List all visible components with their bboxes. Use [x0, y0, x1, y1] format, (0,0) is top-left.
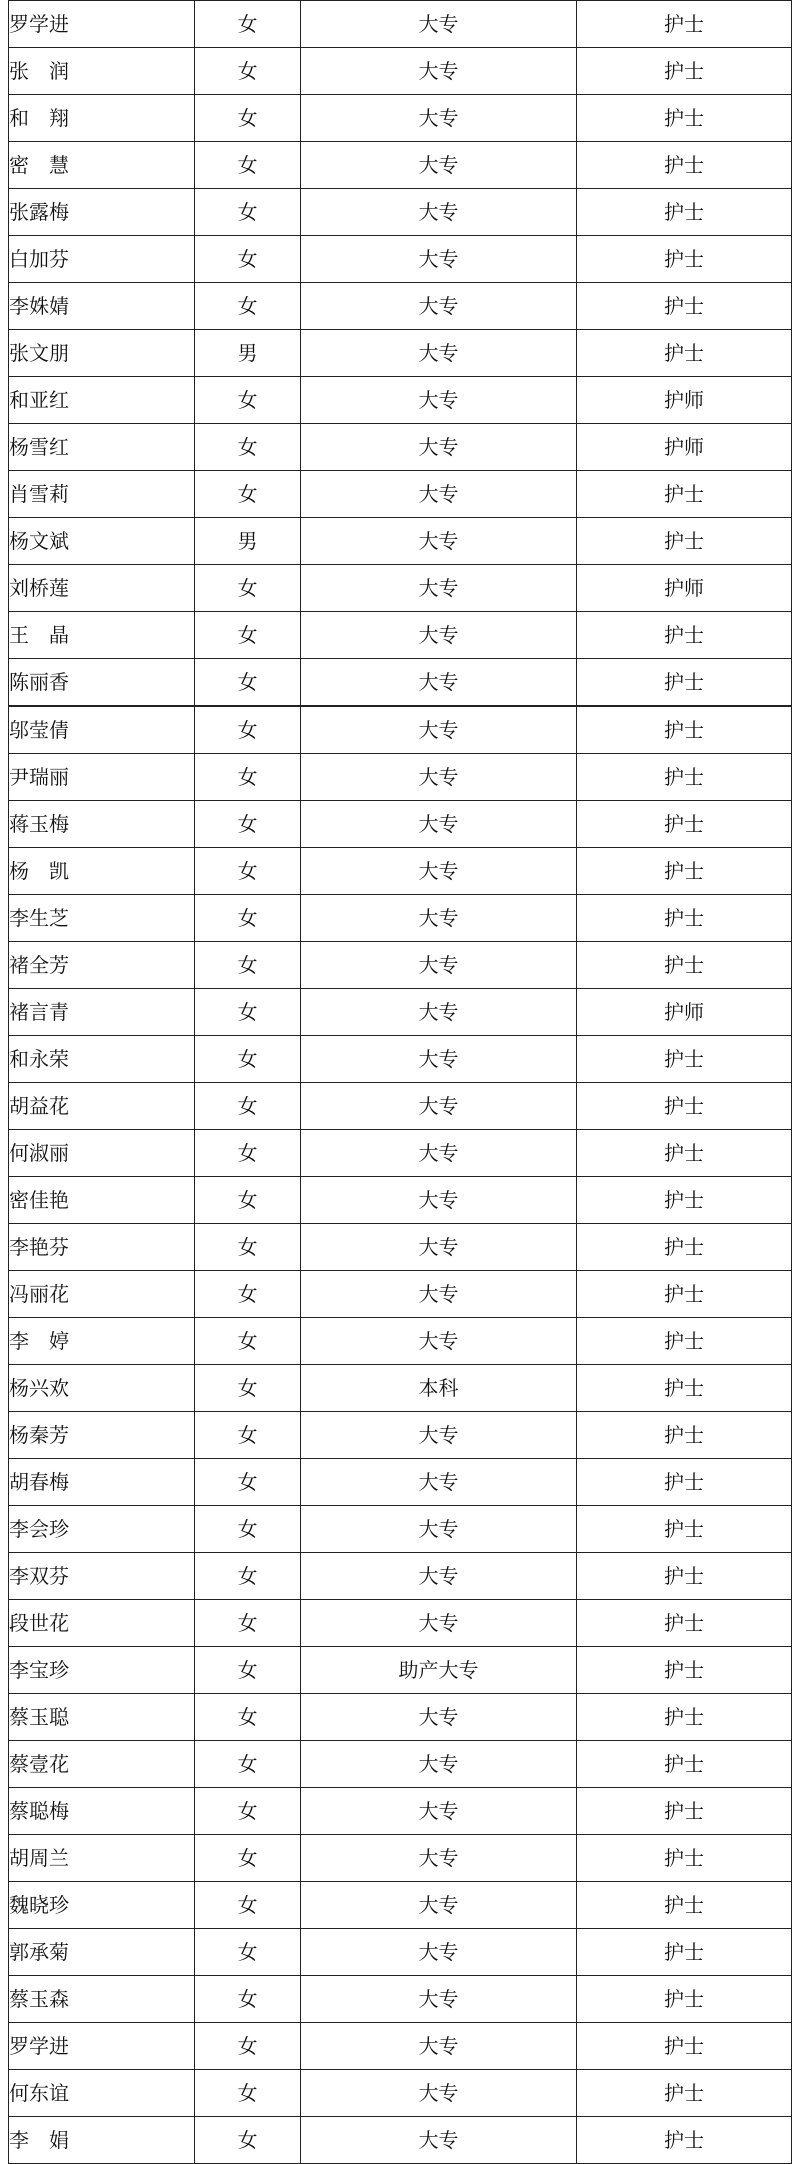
table-row	[9, 48, 792, 95]
table-row	[9, 424, 792, 471]
gender-cell: 女	[195, 142, 301, 189]
gender-cell: 女	[195, 1318, 301, 1365]
title-cell: 护士	[577, 1036, 792, 1083]
gender-cell: 女	[195, 1177, 301, 1224]
gender-cell: 女	[195, 1694, 301, 1741]
table-row	[9, 1506, 792, 1553]
name-cell: 蒋玉梅	[9, 801, 195, 848]
name-cell: 尹瑞丽	[9, 754, 195, 801]
title-cell: 护士	[577, 1365, 792, 1412]
title-cell: 护士	[577, 1882, 792, 1929]
education-cell: 大专	[301, 377, 577, 424]
title-cell: 护士	[577, 2117, 792, 2164]
name-cell: 蔡玉聪	[9, 1694, 195, 1741]
education-cell: 大专	[301, 189, 577, 236]
table-row	[9, 189, 792, 236]
name-cell: 杨文斌	[9, 518, 195, 565]
table-row	[9, 1647, 792, 1694]
table-row	[9, 1694, 792, 1741]
name-cell: 褚言青	[9, 989, 195, 1036]
education-cell: 大专	[301, 754, 577, 801]
gender-cell: 女	[195, 283, 301, 330]
education-cell: 大专	[301, 1553, 577, 1600]
title-cell: 护士	[577, 283, 792, 330]
table-row	[9, 95, 792, 142]
table-row	[9, 1741, 792, 1788]
title-cell: 护士	[577, 1083, 792, 1130]
gender-cell: 女	[195, 895, 301, 942]
education-cell: 大专	[301, 565, 577, 612]
table-row	[9, 377, 792, 424]
roster-body	[9, 1, 792, 2164]
gender-cell: 女	[195, 1271, 301, 1318]
title-cell: 护士	[577, 1177, 792, 1224]
education-cell: 大专	[301, 895, 577, 942]
title-cell: 护士	[577, 1835, 792, 1882]
name-cell: 刘桥莲	[9, 565, 195, 612]
gender-cell: 女	[195, 1130, 301, 1177]
name-cell: 张文朋	[9, 330, 195, 377]
name-cell: 杨 凯	[9, 848, 195, 895]
gender-cell: 女	[195, 1, 301, 48]
table-row	[9, 1, 792, 48]
title-cell: 护士	[577, 942, 792, 989]
education-cell: 大专	[301, 518, 577, 565]
title-cell: 护士	[577, 706, 792, 754]
education-cell: 大专	[301, 659, 577, 707]
table-row	[9, 754, 792, 801]
table-row	[9, 1083, 792, 1130]
education-cell: 大专	[301, 1224, 577, 1271]
table-row	[9, 330, 792, 377]
table-row	[9, 942, 792, 989]
title-cell: 护士	[577, 2070, 792, 2117]
title-cell: 护士	[577, 471, 792, 518]
gender-cell: 女	[195, 189, 301, 236]
table-row	[9, 1412, 792, 1459]
name-cell: 魏晓珍	[9, 1882, 195, 1929]
gender-cell: 女	[195, 2070, 301, 2117]
title-cell: 护士	[577, 330, 792, 377]
gender-cell: 女	[195, 1835, 301, 1882]
education-cell: 大专	[301, 95, 577, 142]
name-cell: 何淑丽	[9, 1130, 195, 1177]
gender-cell: 女	[195, 1600, 301, 1647]
title-cell: 护士	[577, 1553, 792, 1600]
education-cell: 大专	[301, 424, 577, 471]
gender-cell: 女	[195, 612, 301, 659]
gender-cell: 女	[195, 848, 301, 895]
name-cell: 密 慧	[9, 142, 195, 189]
name-cell: 李 婷	[9, 1318, 195, 1365]
table-row	[9, 989, 792, 1036]
name-cell: 白加芬	[9, 236, 195, 283]
table-row	[9, 518, 792, 565]
table-row	[9, 142, 792, 189]
title-cell: 护士	[577, 612, 792, 659]
gender-cell: 女	[195, 1224, 301, 1271]
gender-cell: 女	[195, 801, 301, 848]
table-row	[9, 2070, 792, 2117]
title-cell: 护士	[577, 895, 792, 942]
education-cell: 大专	[301, 2070, 577, 2117]
education-cell: 大专	[301, 1506, 577, 1553]
name-cell: 和亚红	[9, 377, 195, 424]
table-row	[9, 1318, 792, 1365]
education-cell: 大专	[301, 848, 577, 895]
name-cell: 李双芬	[9, 1553, 195, 1600]
title-cell: 护士	[577, 1318, 792, 1365]
table-row	[9, 1882, 792, 1929]
name-cell: 罗学进	[9, 1, 195, 48]
education-cell: 大专	[301, 1929, 577, 1976]
education-cell: 大专	[301, 2023, 577, 2070]
gender-cell: 女	[195, 1365, 301, 1412]
table-row	[9, 1788, 792, 1835]
title-cell: 护士	[577, 1976, 792, 2023]
gender-cell: 女	[195, 1459, 301, 1506]
gender-cell: 女	[195, 1788, 301, 1835]
name-cell: 李生芝	[9, 895, 195, 942]
table-row	[9, 1224, 792, 1271]
title-cell: 护士	[577, 1788, 792, 1835]
gender-cell: 女	[195, 565, 301, 612]
title-cell: 护士	[577, 236, 792, 283]
name-cell: 段世花	[9, 1600, 195, 1647]
gender-cell: 女	[195, 1882, 301, 1929]
education-cell: 大专	[301, 1177, 577, 1224]
education-cell: 大专	[301, 1600, 577, 1647]
title-cell: 护士	[577, 754, 792, 801]
education-cell: 大专	[301, 330, 577, 377]
title-cell: 护士	[577, 1600, 792, 1647]
education-cell: 助产大专	[301, 1647, 577, 1694]
name-cell: 胡春梅	[9, 1459, 195, 1506]
table-row	[9, 706, 792, 754]
table-row	[9, 1553, 792, 1600]
gender-cell: 女	[195, 1741, 301, 1788]
gender-cell: 女	[195, 95, 301, 142]
education-cell: 大专	[301, 1741, 577, 1788]
table-row	[9, 1929, 792, 1976]
education-cell: 大专	[301, 801, 577, 848]
title-cell: 护士	[577, 1929, 792, 1976]
gender-cell: 女	[195, 377, 301, 424]
name-cell: 李姝婧	[9, 283, 195, 330]
title-cell: 护士	[577, 1459, 792, 1506]
title-cell: 护士	[577, 801, 792, 848]
gender-cell: 女	[195, 2023, 301, 2070]
gender-cell: 女	[195, 471, 301, 518]
education-cell: 大专	[301, 989, 577, 1036]
name-cell: 陈丽香	[9, 659, 195, 707]
table-row	[9, 848, 792, 895]
table-row	[9, 801, 792, 848]
education-cell: 大专	[301, 283, 577, 330]
title-cell: 护士	[577, 1506, 792, 1553]
title-cell: 护士	[577, 48, 792, 95]
title-cell: 护士	[577, 95, 792, 142]
table-row	[9, 1835, 792, 1882]
gender-cell: 男	[195, 518, 301, 565]
name-cell: 张 润	[9, 48, 195, 95]
education-cell: 大专	[301, 1788, 577, 1835]
name-cell: 邬莹倩	[9, 706, 195, 754]
gender-cell: 女	[195, 424, 301, 471]
education-cell: 大专	[301, 1976, 577, 2023]
name-cell: 冯丽花	[9, 1271, 195, 1318]
name-cell: 杨雪红	[9, 424, 195, 471]
table-row	[9, 659, 792, 707]
title-cell: 护士	[577, 1271, 792, 1318]
title-cell: 护士	[577, 518, 792, 565]
name-cell: 王 晶	[9, 612, 195, 659]
name-cell: 密佳艳	[9, 1177, 195, 1224]
gender-cell: 女	[195, 659, 301, 707]
education-cell: 大专	[301, 942, 577, 989]
name-cell: 胡周兰	[9, 1835, 195, 1882]
education-cell: 大专	[301, 1882, 577, 1929]
name-cell: 何东谊	[9, 2070, 195, 2117]
gender-cell: 女	[195, 1506, 301, 1553]
gender-cell: 女	[195, 236, 301, 283]
name-cell: 褚全芳	[9, 942, 195, 989]
table-row	[9, 1130, 792, 1177]
name-cell: 郭承菊	[9, 1929, 195, 1976]
title-cell: 护士	[577, 1412, 792, 1459]
title-cell: 护士	[577, 848, 792, 895]
name-cell: 杨秦芳	[9, 1412, 195, 1459]
table-row	[9, 1365, 792, 1412]
table-row	[9, 236, 792, 283]
name-cell: 罗学进	[9, 2023, 195, 2070]
gender-cell: 女	[195, 1083, 301, 1130]
table-row	[9, 1600, 792, 1647]
title-cell: 护士	[577, 1130, 792, 1177]
gender-cell: 男	[195, 330, 301, 377]
gender-cell: 女	[195, 1036, 301, 1083]
gender-cell: 女	[195, 754, 301, 801]
education-cell: 本科	[301, 1365, 577, 1412]
name-cell: 李艳芬	[9, 1224, 195, 1271]
name-cell: 蔡聪梅	[9, 1788, 195, 1835]
name-cell: 蔡玉森	[9, 1976, 195, 2023]
education-cell: 大专	[301, 1271, 577, 1318]
education-cell: 大专	[301, 1036, 577, 1083]
title-cell: 护师	[577, 424, 792, 471]
title-cell: 护士	[577, 1647, 792, 1694]
gender-cell: 女	[195, 1412, 301, 1459]
education-cell: 大专	[301, 471, 577, 518]
name-cell: 李 娟	[9, 2117, 195, 2164]
name-cell: 肖雪莉	[9, 471, 195, 518]
title-cell: 护士	[577, 1694, 792, 1741]
gender-cell: 女	[195, 48, 301, 95]
name-cell: 胡益花	[9, 1083, 195, 1130]
table-row	[9, 283, 792, 330]
education-cell: 大专	[301, 1318, 577, 1365]
title-cell: 护士	[577, 189, 792, 236]
education-cell: 大专	[301, 1459, 577, 1506]
gender-cell: 女	[195, 1929, 301, 1976]
title-cell: 护师	[577, 377, 792, 424]
name-cell: 和永荣	[9, 1036, 195, 1083]
title-cell: 护士	[577, 2023, 792, 2070]
title-cell: 护士	[577, 1224, 792, 1271]
education-cell: 大专	[301, 706, 577, 754]
education-cell: 大专	[301, 1412, 577, 1459]
name-cell: 李宝珍	[9, 1647, 195, 1694]
table-row	[9, 1036, 792, 1083]
table-row	[9, 612, 792, 659]
name-cell: 张露梅	[9, 189, 195, 236]
gender-cell: 女	[195, 989, 301, 1036]
gender-cell: 女	[195, 1647, 301, 1694]
education-cell: 大专	[301, 1083, 577, 1130]
education-cell: 大专	[301, 236, 577, 283]
table-row	[9, 565, 792, 612]
gender-cell: 女	[195, 2117, 301, 2164]
title-cell: 护士	[577, 142, 792, 189]
education-cell: 大专	[301, 142, 577, 189]
education-cell: 大专	[301, 2117, 577, 2164]
table-row	[9, 2023, 792, 2070]
gender-cell: 女	[195, 942, 301, 989]
name-cell: 蔡壹花	[9, 1741, 195, 1788]
table-row	[9, 1177, 792, 1224]
education-cell: 大专	[301, 48, 577, 95]
education-cell: 大专	[301, 612, 577, 659]
name-cell: 李会珍	[9, 1506, 195, 1553]
table-row	[9, 1976, 792, 2023]
title-cell: 护士	[577, 659, 792, 707]
name-cell: 和 翔	[9, 95, 195, 142]
title-cell: 护师	[577, 989, 792, 1036]
title-cell: 护师	[577, 565, 792, 612]
name-cell: 杨兴欢	[9, 1365, 195, 1412]
table-row	[9, 895, 792, 942]
title-cell: 护士	[577, 1741, 792, 1788]
table-row	[9, 2117, 792, 2164]
table-row	[9, 471, 792, 518]
table-row	[9, 1271, 792, 1318]
education-cell: 大专	[301, 1, 577, 48]
staff-roster-table	[8, 0, 792, 2164]
title-cell: 护士	[577, 1, 792, 48]
gender-cell: 女	[195, 706, 301, 754]
education-cell: 大专	[301, 1835, 577, 1882]
education-cell: 大专	[301, 1694, 577, 1741]
table-row	[9, 1459, 792, 1506]
education-cell: 大专	[301, 1130, 577, 1177]
gender-cell: 女	[195, 1553, 301, 1600]
gender-cell: 女	[195, 1976, 301, 2023]
